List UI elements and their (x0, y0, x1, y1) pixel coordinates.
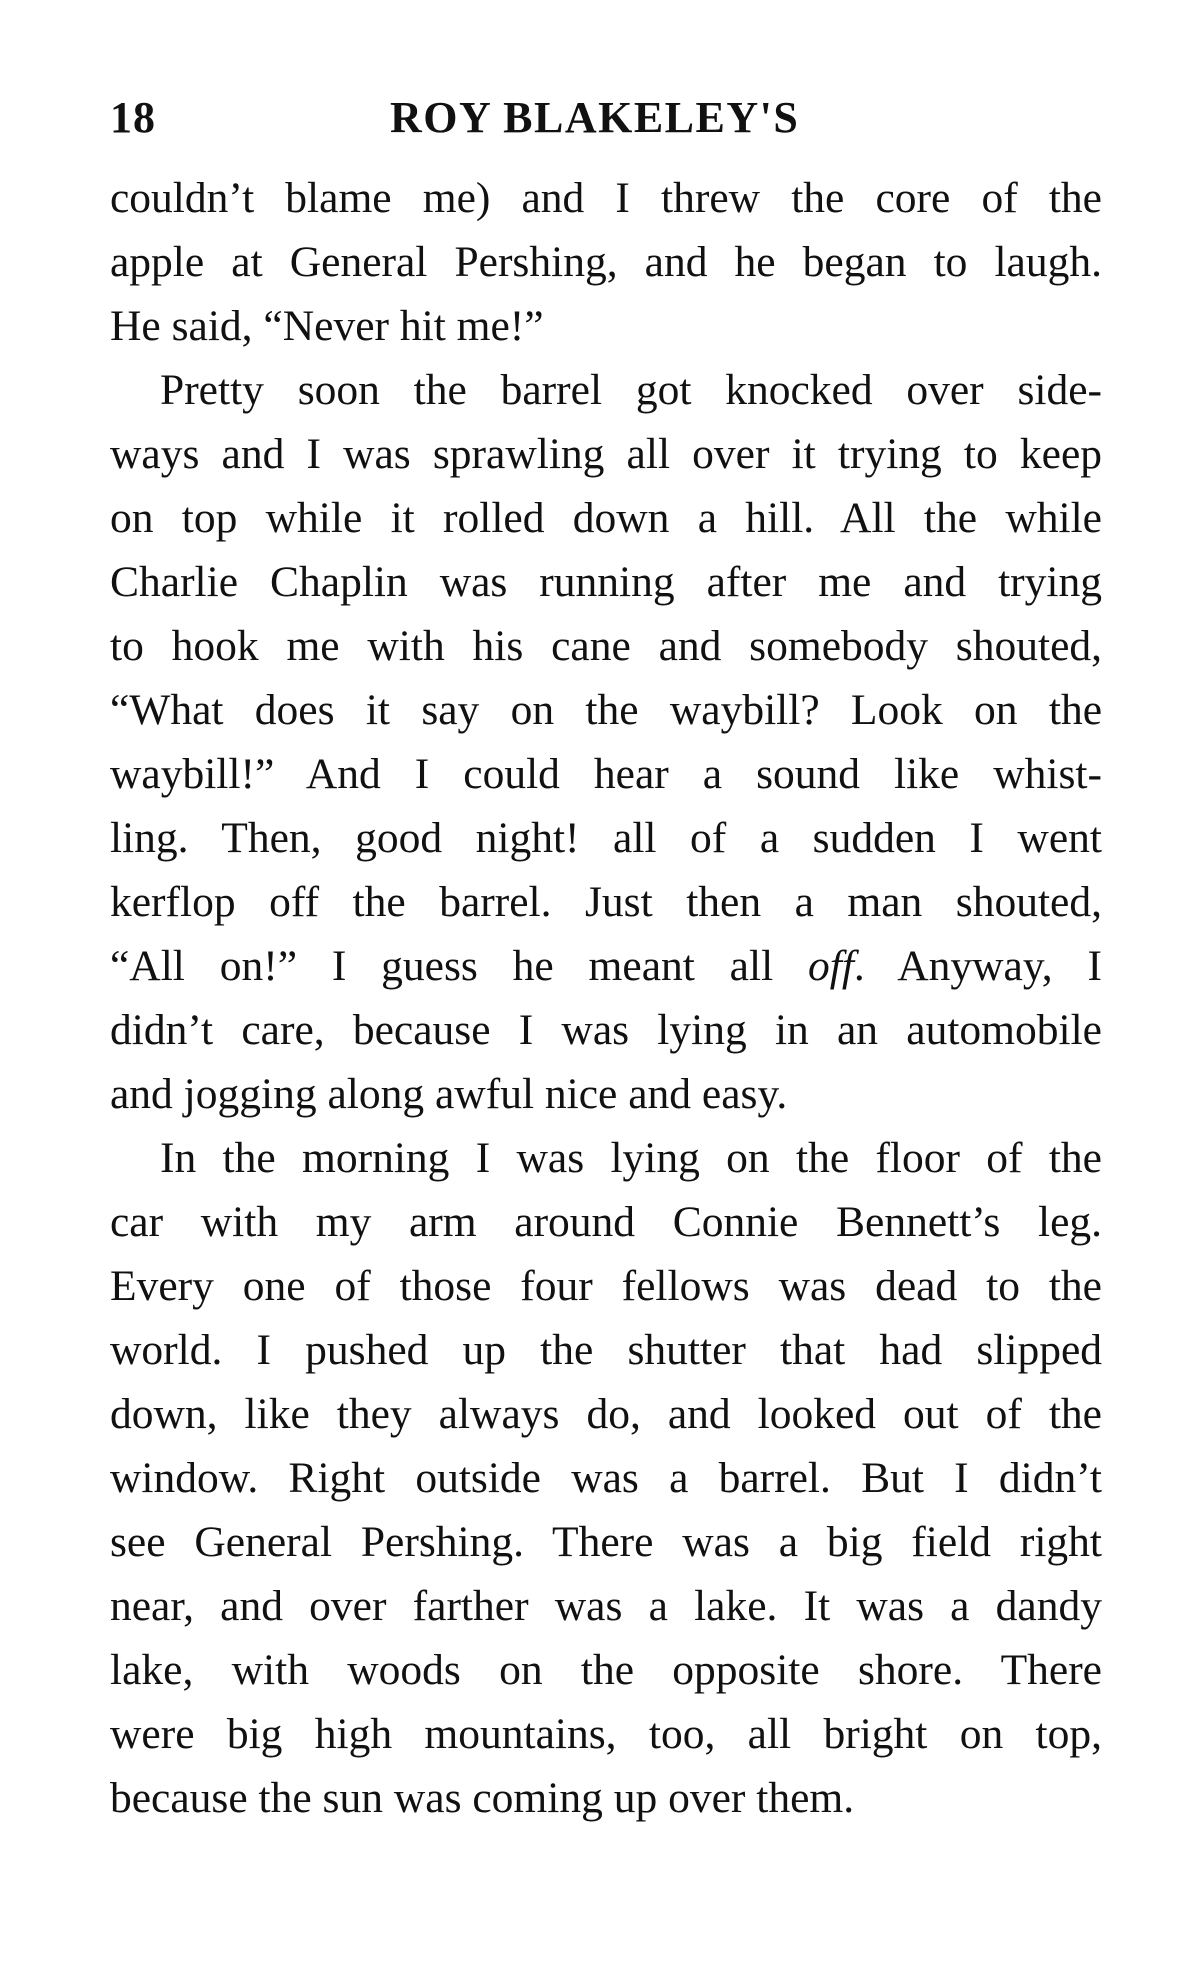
text-line: on top while it rolled down a hill. All the while (110, 494, 1102, 542)
text-line: see General Pershing. There was a big field right (110, 1518, 1102, 1566)
text-line-with-emphasis (110, 934, 1102, 998)
text-line: He said, “Never hit me!” (110, 302, 544, 350)
text-line: apple at General Pershing, and he began to laugh. (110, 238, 1102, 286)
text-segment: . Anyway, I (853, 942, 1102, 990)
book-page (110, 88, 1102, 1830)
running-title: ROY BLAKELEY'S (390, 93, 800, 142)
text-line: ling. Then, good night! all of a sudden I went (110, 814, 1102, 862)
text-line: In the morning I was lying on the floor of the (160, 1134, 1102, 1182)
running-head (110, 88, 1102, 148)
text-line: Every one of those four fellows was dead to the (110, 1262, 1102, 1310)
text-line: Charlie Chaplin was running after me and trying (110, 558, 1102, 606)
text-line: couldn’t blame me) and I threw the core of the (110, 174, 1102, 222)
text-line: near, and over farther was a lake. It was a dandy (110, 1582, 1102, 1630)
text-line: lake, with woods on the opposite shore. There (110, 1646, 1102, 1694)
text-line: didn’t care, because I was lying in an automobile (110, 1006, 1102, 1054)
text-line: “What does it say on the waybill? Look on the (110, 686, 1102, 734)
text-line: window. Right outside was a barrel. But I didn’t (110, 1454, 1102, 1502)
text-line: down, like they always do, and looked out of the (110, 1390, 1102, 1438)
text-line: were big high mountains, too, all bright on top, (110, 1710, 1102, 1758)
text-line: and jogging along awful nice and easy. (110, 1070, 788, 1118)
paragraph-1 (110, 166, 1102, 358)
emphasized-word: off (808, 942, 854, 990)
paragraph-3 (110, 1126, 1102, 1830)
text-line: car with my arm around Connie Bennett’s leg. (110, 1198, 1102, 1246)
text-line: Pretty soon the barrel got knocked over side- (160, 366, 1102, 414)
text-line: waybill!” And I could hear a sound like whist- (110, 750, 1102, 798)
page-number: 18 (110, 93, 156, 142)
text-segment: “All on!” I guess he meant all (110, 942, 808, 990)
body-text (110, 166, 1102, 1830)
paragraph-2 (110, 358, 1102, 1126)
text-line: kerflop off the barrel. Just then a man shouted, (110, 878, 1102, 926)
text-line: world. I pushed up the shutter that had slipped (110, 1326, 1102, 1374)
text-line: ways and I was sprawling all over it trying to keep (110, 430, 1102, 478)
text-line: because the sun was coming up over them. (110, 1774, 855, 1822)
text-line: to hook me with his cane and somebody shouted, (110, 622, 1102, 670)
